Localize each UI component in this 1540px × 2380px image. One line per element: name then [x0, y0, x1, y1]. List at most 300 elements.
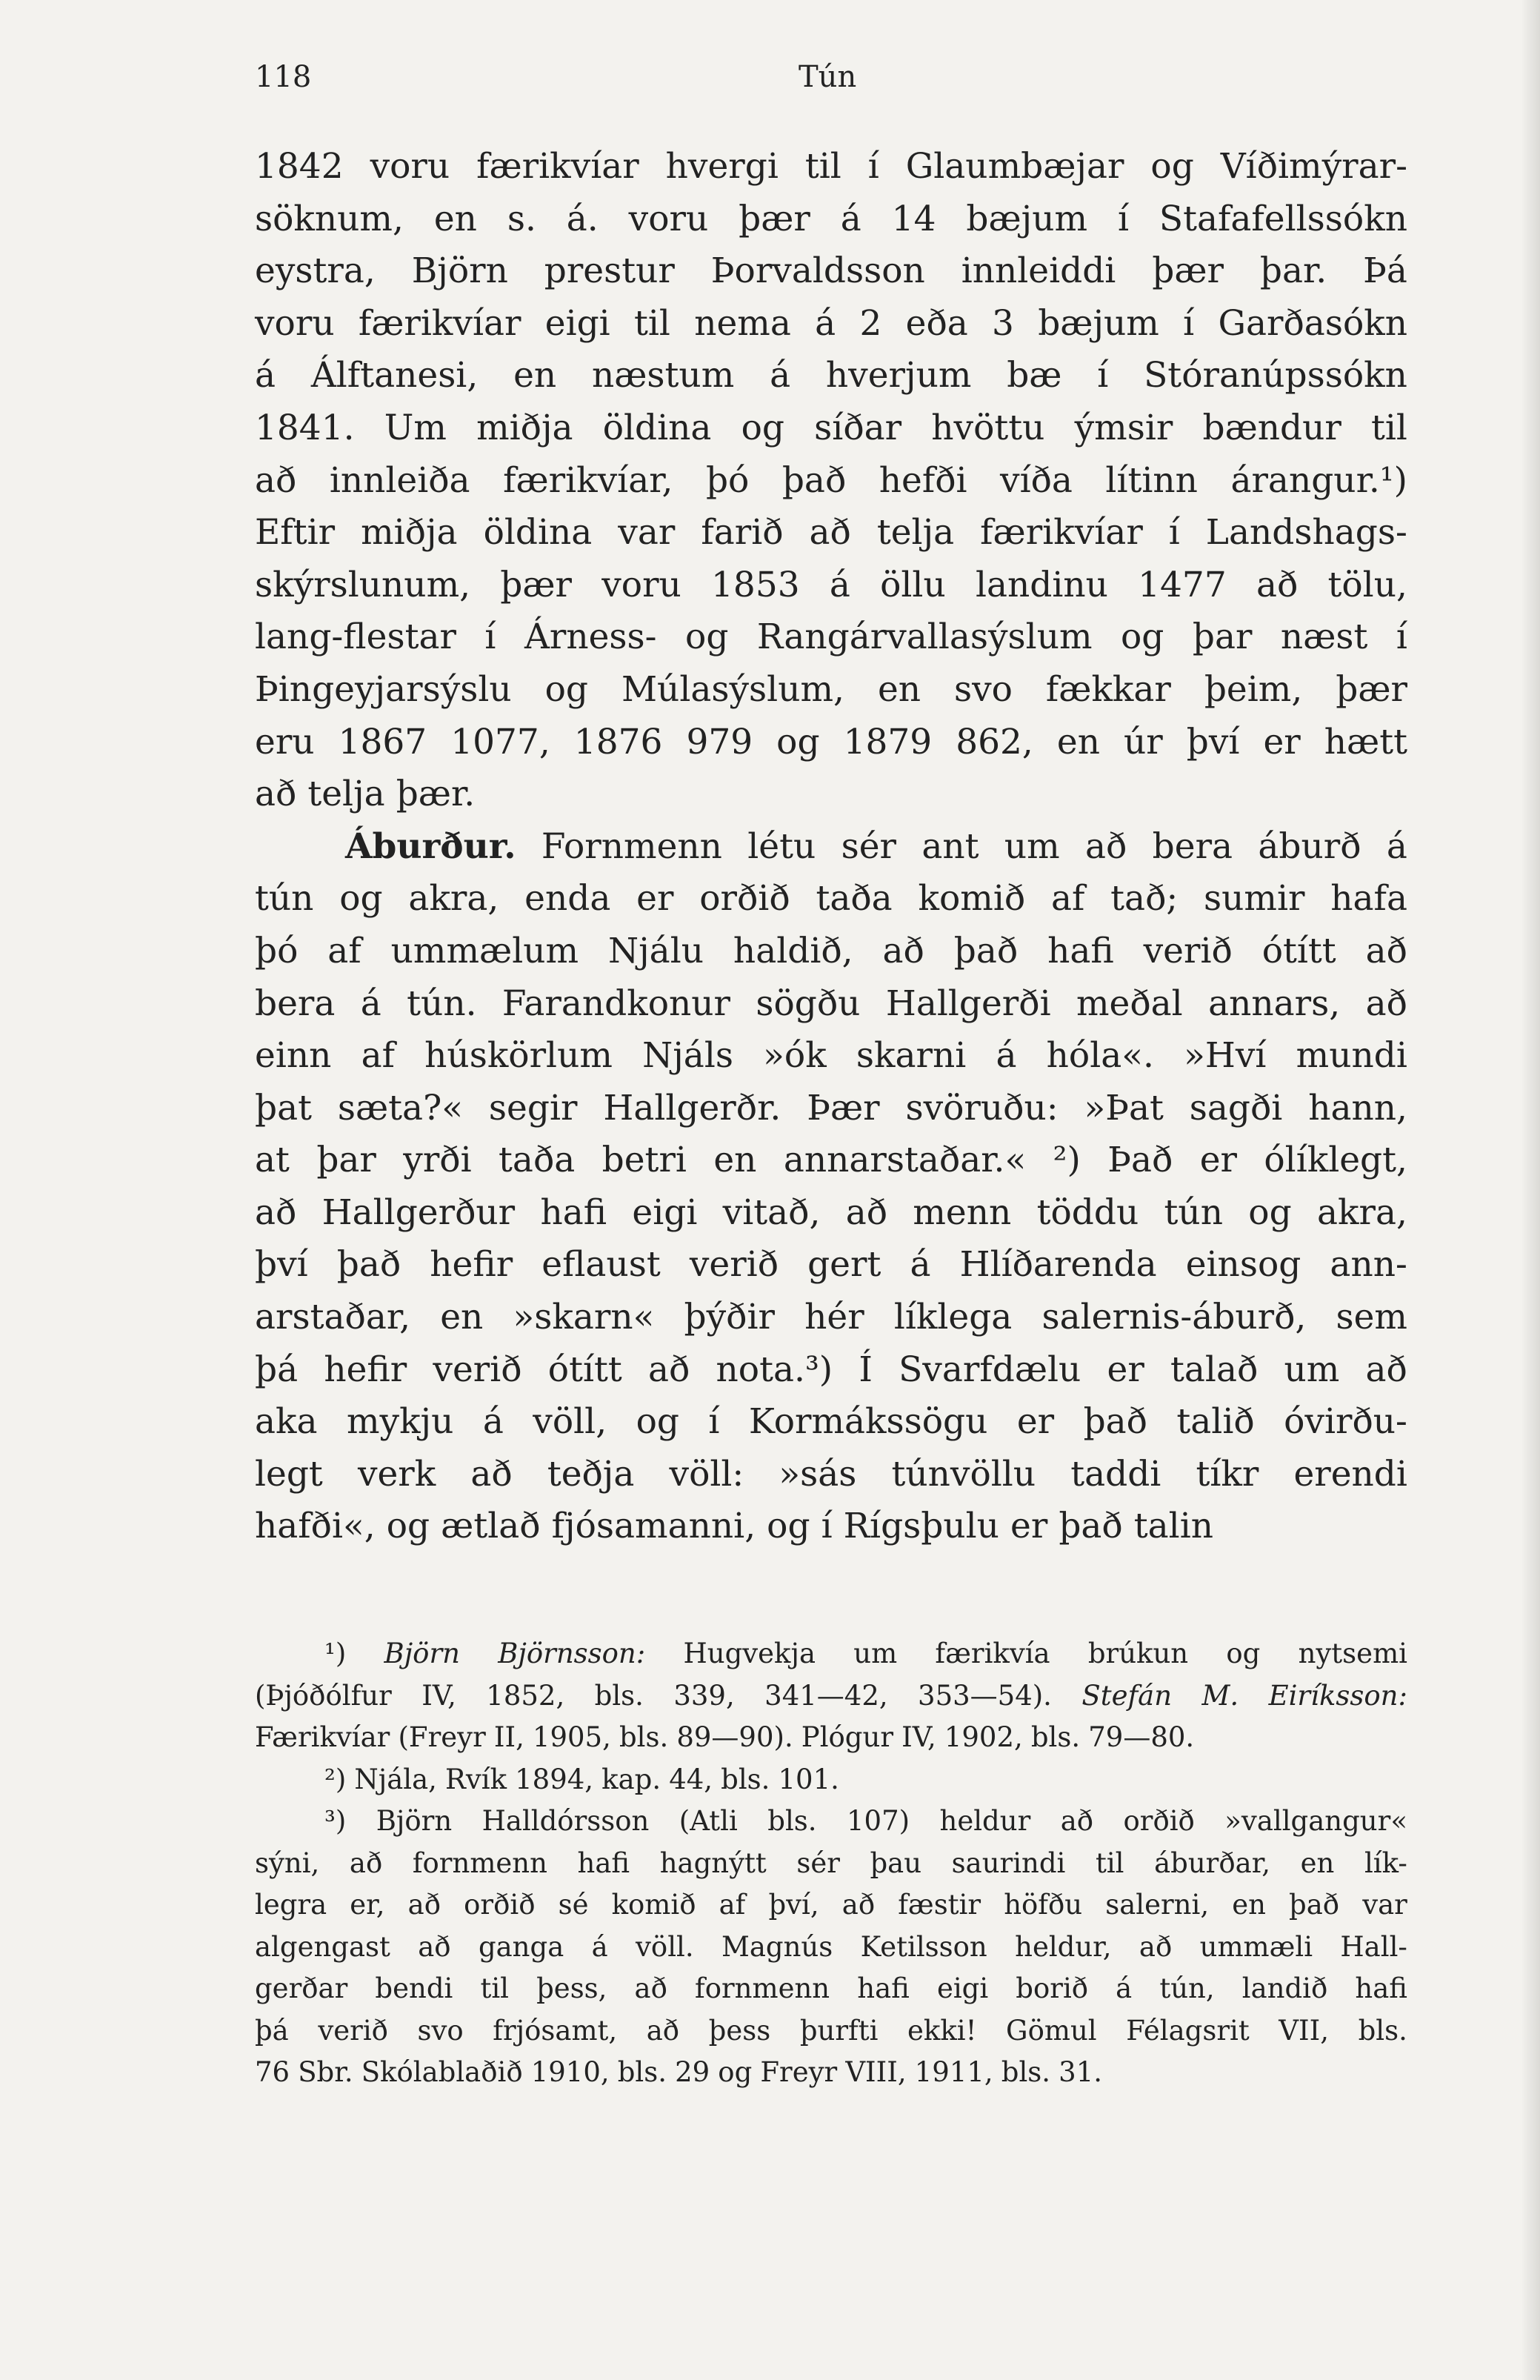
word: 1841.: [255, 407, 355, 448]
word: hafi: [1047, 930, 1114, 971]
word: ³): [324, 1805, 347, 1837]
word: að: [646, 2014, 680, 2047]
word: hafi: [857, 1972, 910, 2004]
word: mykju: [346, 1401, 454, 1443]
word: hefði: [879, 459, 967, 501]
word: og: [636, 1401, 679, 1443]
word: teðja: [547, 1453, 635, 1495]
word: því: [255, 1244, 308, 1286]
word: er: [1199, 1140, 1237, 1181]
word: ólíklegt,: [1264, 1140, 1407, 1181]
word: það: [781, 459, 847, 501]
word: skarni: [856, 1035, 967, 1077]
word: VII,: [1279, 2014, 1329, 2047]
word: í: [1168, 512, 1180, 554]
word: taddi: [1070, 1453, 1161, 1495]
word: komið: [918, 878, 1026, 920]
word: til: [480, 1972, 509, 2004]
word: þýðir: [684, 1297, 775, 1338]
word: 1894,: [515, 1763, 594, 1795]
word: þau: [870, 1847, 922, 1879]
word: tölu,: [1327, 564, 1407, 605]
word: af: [719, 1889, 746, 1921]
word: tað;: [1110, 878, 1179, 920]
word: þar: [316, 1140, 376, 1181]
text-line: [255, 455, 1407, 508]
word: hætt: [1324, 721, 1407, 762]
footnote-line: [255, 1633, 1407, 1675]
text-line: [255, 402, 1407, 455]
word: lítinn: [1105, 459, 1198, 501]
section-heading: Áburður.: [345, 825, 516, 867]
word: og: [1121, 616, 1164, 658]
word: ótítt: [1261, 930, 1336, 971]
word: 1853: [711, 564, 800, 605]
word: Svarfdælu: [899, 1349, 1081, 1390]
word: að: [255, 459, 297, 501]
word: Ketilsson: [860, 1930, 987, 1963]
word: í: [867, 146, 879, 187]
word: á: [829, 564, 850, 605]
text-line: [255, 559, 1407, 612]
word: og: [386, 1506, 430, 1547]
word: og: [1226, 1638, 1261, 1669]
word: svöruðu:: [905, 1087, 1059, 1128]
word: var: [1362, 1889, 1407, 1921]
word: hafi: [1355, 1972, 1407, 2004]
word: 862,: [956, 721, 1033, 762]
word: nema: [694, 302, 791, 344]
word: var: [618, 512, 676, 554]
word: gerðar: [255, 1972, 348, 2004]
author-name-word: Stefán: [1081, 1679, 1173, 1712]
footnote-line: [255, 1927, 1407, 1969]
word: 1077,: [450, 721, 550, 762]
text-line: [255, 1187, 1407, 1240]
word: þó: [255, 930, 299, 971]
word: færikvíar: [358, 302, 521, 344]
word: einn: [255, 1035, 332, 1077]
word: gert: [807, 1244, 881, 1286]
word: hvergi: [665, 146, 779, 187]
author-name-word: Björnsson:: [498, 1638, 646, 1669]
word: saurindi: [951, 1847, 1066, 1879]
word: 79—80.: [1088, 1721, 1195, 1753]
word: heldur,: [1015, 1930, 1112, 1963]
word: til: [633, 302, 670, 344]
word: sýni,: [255, 1847, 320, 1879]
word: bæjum: [966, 198, 1088, 239]
text-line: [255, 1134, 1407, 1187]
word: Halldórsson: [481, 1805, 650, 1837]
word: IV,: [901, 1721, 936, 1753]
word: sagði: [1189, 1087, 1283, 1128]
word: á: [815, 302, 836, 344]
word: eru: [255, 721, 315, 762]
word: 1842: [255, 146, 344, 187]
word: er: [1263, 721, 1301, 762]
word: Færikvíar: [255, 1721, 390, 1753]
word: einsog: [1185, 1244, 1301, 1286]
word: er,: [350, 1889, 385, 1921]
word: tún: [255, 878, 314, 920]
footnote-line: [255, 1759, 1407, 1801]
word: eflaust: [541, 1244, 661, 1286]
word: lík-: [1364, 1847, 1407, 1879]
word: ummæli: [1199, 1930, 1313, 1963]
footnote-line: [255, 1968, 1407, 2010]
text-line: [255, 1396, 1407, 1449]
word: farið: [701, 512, 784, 554]
word: Eftir: [255, 512, 336, 554]
word: (Atli: [679, 1805, 738, 1837]
word: að: [255, 774, 297, 815]
word: að: [882, 930, 924, 971]
word: Víðimýrar-: [1220, 146, 1407, 187]
word: fornmenn: [412, 1847, 547, 1879]
word: en: [433, 198, 477, 239]
word: voru: [255, 302, 335, 344]
word: töddu: [1036, 1191, 1139, 1233]
word: næst: [1280, 616, 1368, 658]
author-name-word: Björn: [384, 1638, 460, 1669]
word: það: [1059, 1506, 1123, 1547]
word: úr: [1124, 721, 1163, 762]
word: prestur: [544, 250, 675, 292]
word: á: [770, 355, 791, 396]
word: hefir: [324, 1349, 407, 1390]
text-line: [255, 664, 1407, 717]
word: Í: [859, 1349, 873, 1390]
word: bls.: [594, 1679, 644, 1712]
word: at: [255, 1140, 290, 1181]
text-line: [255, 873, 1407, 925]
word: þar.: [1259, 250, 1327, 292]
word: ann-: [1330, 1244, 1407, 1286]
word: Hugvekja: [683, 1638, 816, 1669]
word: haldið,: [733, 930, 853, 971]
word: en: [1232, 1889, 1266, 1921]
word: Þá: [1363, 250, 1407, 292]
word: ekki!: [907, 2014, 977, 2047]
word: 31.: [1059, 2056, 1102, 2088]
text-line: [255, 193, 1407, 246]
word: »Hví: [1184, 1035, 1267, 1077]
text-line: [255, 717, 1407, 769]
word: aka: [255, 1401, 318, 1443]
word: Hallgerði: [885, 983, 1051, 1024]
text-line: [255, 141, 1407, 193]
word: 1852,: [486, 1679, 565, 1712]
word: túnvöllu: [891, 1453, 1036, 1495]
running-title: Tún: [799, 60, 857, 94]
word: fækkar: [1045, 668, 1171, 710]
word: líklega: [893, 1297, 1013, 1338]
word: nota.³): [716, 1349, 833, 1390]
word: Félagsrit: [1126, 2014, 1250, 2047]
word: enda: [524, 878, 611, 920]
word: mundi: [1296, 1035, 1407, 1077]
word: Njáls: [642, 1035, 733, 1077]
word: þá: [255, 2014, 289, 2047]
word: »Þat: [1084, 1087, 1164, 1128]
word: Múlasýslum,: [621, 668, 844, 710]
word: því,: [768, 1889, 819, 1921]
word: bls.: [767, 1805, 817, 1837]
word: telja: [876, 512, 955, 554]
word: akra,: [408, 878, 499, 920]
word: að: [1060, 1805, 1094, 1837]
word: Þær: [807, 1087, 880, 1128]
word: en: [1056, 721, 1100, 762]
body-text: [255, 141, 1407, 1553]
word: að: [1139, 1930, 1173, 1963]
word: Plógur: [801, 1721, 894, 1753]
word: legra: [255, 1889, 327, 1921]
word: færikvía: [935, 1638, 1050, 1669]
word: fjósamanni,: [551, 1506, 756, 1547]
word: hafi: [577, 1847, 630, 1879]
word: »sás: [779, 1453, 857, 1495]
word: fæstir: [898, 1889, 981, 1921]
word: eða: [905, 302, 968, 344]
word: sögðu: [756, 983, 861, 1024]
word: kap.: [601, 1763, 661, 1795]
text-line: [255, 1344, 1407, 1397]
word: á: [591, 1930, 608, 1963]
footnote-line: [255, 1884, 1407, 1927]
word: ummælum: [390, 930, 579, 971]
word: Um: [384, 407, 447, 448]
word: hann,: [1308, 1087, 1407, 1128]
word: um: [1004, 825, 1060, 867]
word: voru: [370, 146, 450, 187]
word: 979: [686, 721, 753, 762]
word: Það: [1107, 1140, 1173, 1181]
word: 1879: [843, 721, 933, 762]
word: 1477: [1138, 564, 1227, 605]
word: Árness-: [524, 616, 657, 658]
word: yrði: [403, 1140, 472, 1181]
word: það: [336, 1244, 401, 1286]
word: hafa: [1330, 878, 1407, 920]
word: og: [339, 878, 383, 920]
word: orðið: [699, 878, 790, 920]
word: eigi: [632, 1191, 698, 1233]
word: (Þjóðólfur: [255, 1679, 392, 1712]
word: Rangárvallasýslum: [756, 616, 1093, 658]
word: Rvík: [445, 1763, 507, 1795]
word: er: [636, 878, 674, 920]
word: og: [544, 668, 588, 710]
word: lang-flestar: [255, 616, 456, 658]
word: að: [648, 1349, 690, 1390]
word: árangur.¹): [1230, 459, 1407, 501]
word: 339,: [673, 1679, 735, 1712]
word: Farandkonur: [501, 983, 730, 1024]
word: Stóranúpssókn: [1144, 355, 1407, 396]
word: þær: [1336, 668, 1407, 710]
word: síðar: [814, 407, 902, 448]
word: í: [708, 1401, 720, 1443]
word: það: [953, 930, 1019, 971]
word: en: [513, 355, 557, 396]
word: í: [1183, 302, 1195, 344]
word: miðja: [361, 512, 458, 554]
word: bera: [1152, 825, 1233, 867]
word: miðja: [476, 407, 573, 448]
footnote-line: [255, 1801, 1407, 1843]
word: Álftanesi,: [310, 355, 479, 396]
word: bls.: [1001, 2056, 1051, 2088]
word: innleiddi: [961, 250, 1116, 292]
author-name-word: Eiríksson:: [1268, 1679, 1407, 1712]
word: að: [841, 1889, 876, 1921]
word: bls.: [1030, 1721, 1081, 1753]
word: ætlað: [441, 1506, 541, 1547]
word: á: [1116, 1972, 1133, 2004]
word: taða: [499, 1140, 576, 1181]
word: 1911,: [914, 2056, 993, 2088]
word: bendi: [375, 1972, 453, 2004]
word: 3: [992, 302, 1014, 344]
word: tún: [1164, 1191, 1223, 1233]
word: tún,: [1159, 1972, 1215, 2004]
word: að: [407, 1889, 441, 1921]
word: Kormákssögu: [748, 1401, 988, 1443]
word: og: [1150, 146, 1194, 187]
word: til: [1095, 1847, 1124, 1879]
word: völl,: [533, 1401, 607, 1443]
word: bera: [255, 983, 336, 1024]
word: Rígsþulu: [843, 1506, 999, 1547]
word: verið: [689, 1244, 779, 1286]
word: VIII,: [845, 2056, 907, 2088]
text-line: [255, 245, 1407, 298]
word: betri: [601, 1140, 687, 1181]
word: taða: [816, 878, 893, 920]
word: að: [349, 1847, 383, 1879]
word: færikvíar,: [503, 459, 673, 501]
word: innleiða: [329, 459, 470, 501]
word: ²): [1053, 1140, 1081, 1181]
word: Magnús: [721, 1930, 833, 1963]
word: svo: [953, 668, 1013, 710]
word: að: [1365, 930, 1407, 971]
word: tún.: [407, 983, 477, 1024]
word: þar: [1192, 616, 1253, 658]
word: II,: [493, 1721, 524, 1753]
word: Þorvaldsson: [710, 250, 925, 292]
word: að: [255, 1191, 297, 1233]
word: þær.: [396, 774, 476, 815]
word: það: [1289, 1889, 1340, 1921]
word: skýrslunum,: [255, 564, 471, 605]
word: verið: [1143, 930, 1233, 971]
word: 29: [675, 2056, 710, 2088]
word: bls.: [721, 1763, 770, 1795]
word: ganga: [478, 1930, 564, 1963]
word: ant: [921, 825, 979, 867]
word: Skólablaðið: [361, 2056, 523, 2088]
word: landinu: [975, 564, 1108, 605]
word: 44,: [669, 1763, 713, 1795]
text-line: [255, 925, 1407, 978]
word: en: [877, 668, 921, 710]
footnote-line: [255, 2010, 1407, 2052]
word: en: [440, 1297, 484, 1338]
word: á: [360, 983, 381, 1024]
word: og: [776, 721, 820, 762]
word: verk: [357, 1453, 436, 1495]
word: eystra,: [255, 250, 376, 292]
word: 1876: [573, 721, 663, 762]
word: færikvíar: [476, 146, 639, 187]
word: 1902,: [944, 1721, 1023, 1753]
word: talað: [1170, 1349, 1259, 1390]
word: en: [713, 1140, 757, 1181]
word: menn: [913, 1191, 1012, 1233]
word: bls.: [1358, 2014, 1407, 2047]
word: að: [634, 1972, 667, 2004]
word: af: [361, 1035, 395, 1077]
word: eigi: [544, 302, 610, 344]
text-line: [255, 1239, 1407, 1292]
word: annars,: [1208, 983, 1341, 1024]
word: af: [1050, 878, 1085, 920]
word: Björn: [376, 1805, 453, 1837]
word: talið: [1176, 1401, 1255, 1443]
word: s.: [507, 198, 536, 239]
word: sé: [558, 1889, 589, 1921]
word: 89—90).: [676, 1721, 793, 1753]
word: Þingeyjarsýslu: [255, 668, 512, 710]
word: ¹): [324, 1638, 347, 1669]
word: algengast: [255, 1930, 390, 1963]
word: um: [1284, 1349, 1340, 1390]
word: að: [1085, 825, 1127, 867]
word: færikvíar: [980, 512, 1143, 554]
footnote-line: [255, 2052, 1407, 2094]
word: að: [1365, 1349, 1407, 1390]
word: borið: [1016, 1972, 1089, 2004]
word: akra,: [1317, 1191, 1407, 1233]
word: og: [718, 2056, 753, 2088]
word: að: [418, 1930, 451, 1963]
word: þess: [708, 2014, 771, 2047]
footnotes: [255, 1633, 1407, 2094]
word: sér: [841, 825, 896, 867]
word: IV,: [421, 1679, 456, 1712]
word: en: [1300, 1847, 1335, 1879]
word: telja: [307, 774, 385, 815]
word: þá: [255, 1349, 299, 1390]
word: salernis-áburð,: [1041, 1297, 1307, 1338]
word: segir: [488, 1087, 578, 1128]
footnote-line: [255, 1843, 1407, 1885]
word: að: [1256, 564, 1299, 605]
author-name-word: M.: [1201, 1679, 1239, 1712]
word: 101.: [778, 1763, 839, 1795]
word: hóla«.: [1046, 1035, 1154, 1077]
word: hafi: [540, 1191, 607, 1233]
word: orðið: [464, 1889, 536, 1921]
word: Stafafellssókn: [1159, 198, 1407, 239]
word: söknum,: [255, 198, 404, 239]
page-edge-shadow: [1521, 0, 1540, 2380]
word: þær: [500, 564, 573, 605]
word: Freyr: [760, 2056, 838, 2088]
